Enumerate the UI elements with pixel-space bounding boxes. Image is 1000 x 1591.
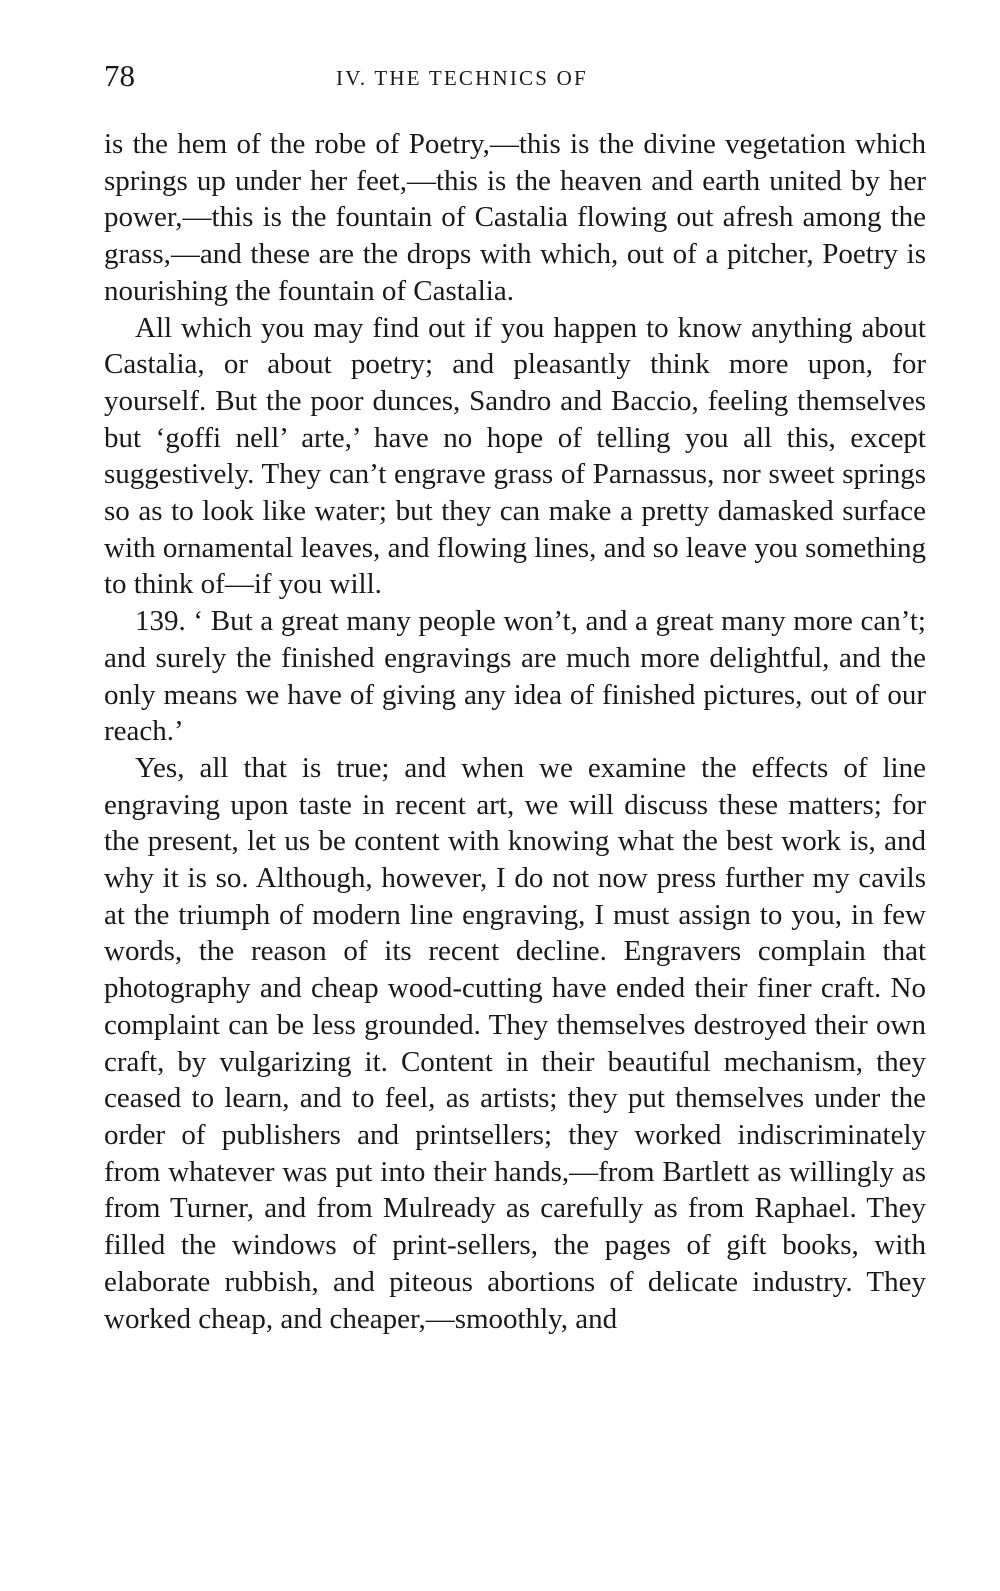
paragraph-castalia: All which you may find out if you happen to know anything about Castalia, or about poetry; and pleasantly think more upon, for yourself. But the poor dunces, Sandro and Baccio, feeling themselves but ‘goffi nell’ arte,’ have no hope of telling you all this, except suggestively. They can’t engrave grass of Parnassus, nor sweet springs so as to look like water; but they can make a pretty damasked surface with ornamental leaves, and flowing lines, and so leave you something to think of—if you will. [104, 311, 926, 601]
running-title: IV. THE TECHNICS OF [336, 66, 588, 90]
paragraph-line-engraving: Yes, all that is true; and when we examine the effects of line engraving upon taste in recent art, we will discuss these matters; for the present, let us be content with knowing what the best work is, and why it is so. Although, however, I do not now press further my cavils at the triumph of modern line engraving, I must assign to you, in few words, the reason of its recent decline. Engravers complain that photography and cheap wood-cutting have ended their finer craft. No complaint can be less grounded. They themselves destroyed their own craft, by vulgarizing it. Content in their beautiful mechanism, they ceased to learn, and to feel, as artists; they put themselves under the order of publishers and printsellers; they worked indiscriminately from whatever was put into their hands,—from Bartlett as willingly as from Turner, and from Mulready as carefully as from Raphael. They filled the windows of print-sellers, the pages of gift books, with elaborate rubbish, and piteous abortions of delicate industry. They worked cheap, and cheaper,—smoothly, and [104, 751, 926, 1335]
page-number: 78 [104, 58, 135, 93]
paragraph-continued: is the hem of the robe of Poetry,—this is the divine vegetation which springs up under her feet,—this is the heaven and earth united by her power,—this is the fountain of Castalia flowing out afresh among the grass,—and these are the drops with which, out of a pitcher, Poetry is nourishing the fountain of Castalia. [104, 128, 926, 307]
paragraph-139: 139. ‘ But a great many people won’t, and a great many more can’t; and surely the finished engravings are much more delightful, and the only means we have of giving any idea of finished pictures, out of our reach.’ [104, 605, 926, 748]
running-head [104, 56, 926, 96]
body-text [104, 126, 926, 1337]
